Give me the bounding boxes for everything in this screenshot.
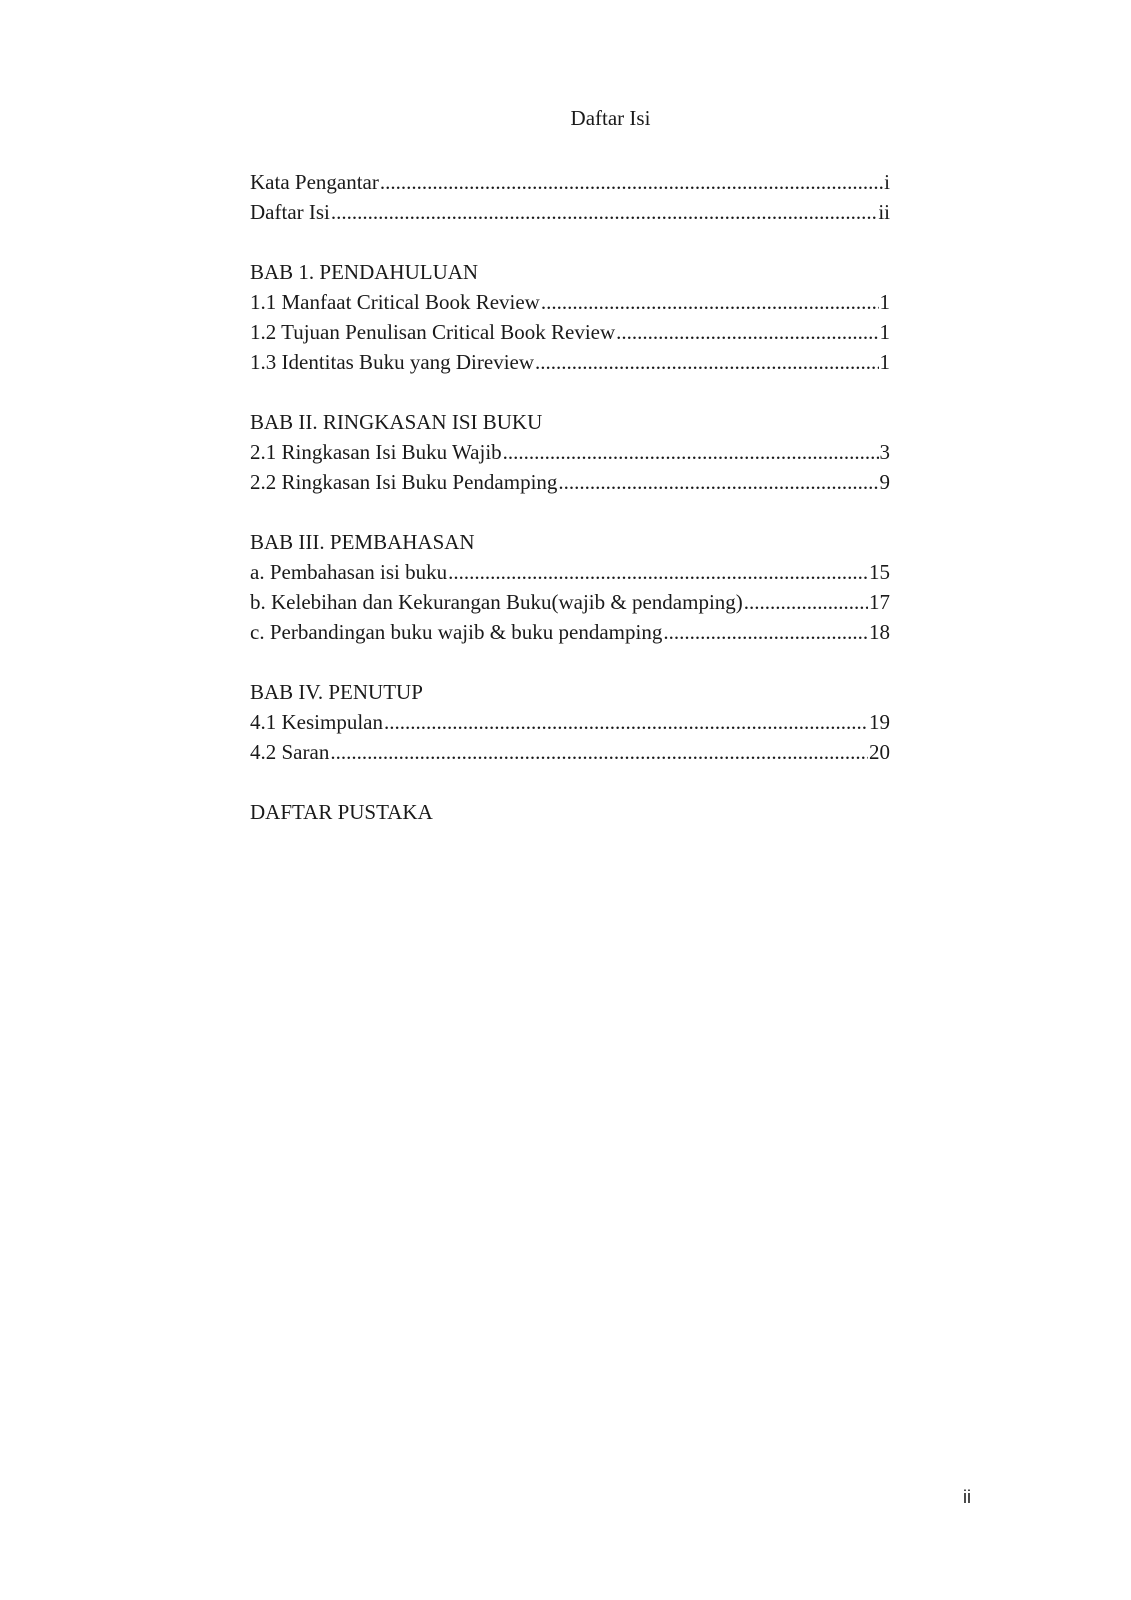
toc-entry-label: 4.2 Saran xyxy=(250,740,330,764)
dot-leader xyxy=(330,737,868,767)
toc-entry-label: c. Perbandingan buku wajib & buku pendamping xyxy=(250,620,663,644)
toc-entry-label: 1.2 Tujuan Penulisan Critical Book Review xyxy=(250,320,616,344)
toc-entry[interactable] xyxy=(250,617,890,647)
toc-front-matter xyxy=(250,167,890,227)
toc-entry-label: Kata Pengantar xyxy=(250,170,379,194)
toc-entry-page: 1 xyxy=(879,350,890,374)
toc-entry-label: 1.1 Manfaat Critical Book Review xyxy=(250,290,540,314)
toc-entry-page: 1 xyxy=(879,290,890,314)
toc-entry-label: 1.3 Identitas Buku yang Direview xyxy=(250,350,535,374)
daftar-pustaka-heading[interactable]: DAFTAR PUSTAKA xyxy=(250,800,433,824)
toc-entry-page: 9 xyxy=(879,470,890,494)
toc-entry[interactable] xyxy=(250,437,890,467)
chapter-heading[interactable]: BAB IV. PENUTUP xyxy=(250,680,423,704)
toc-entry[interactable] xyxy=(250,467,890,497)
toc-entry[interactable] xyxy=(250,707,890,737)
toc-chapter-3 xyxy=(250,527,890,647)
dot-leader xyxy=(384,707,868,737)
toc-entry-page: 3 xyxy=(879,440,890,464)
toc-entry-page: 15 xyxy=(869,560,890,584)
dot-leader xyxy=(535,347,878,377)
page-number: ii xyxy=(963,1487,971,1507)
toc-chapter-2 xyxy=(250,407,890,497)
dot-leader xyxy=(380,167,883,197)
dot-leader xyxy=(331,197,877,227)
toc-entry-kata-pengantar[interactable] xyxy=(250,167,890,197)
toc-entry-page: ii xyxy=(878,200,890,224)
dot-leader xyxy=(744,587,868,617)
toc-chapter-4 xyxy=(250,677,890,767)
toc-entry-daftar-isi[interactable] xyxy=(250,197,890,227)
toc-entry-label: a. Pembahasan isi buku xyxy=(250,560,448,584)
toc-entry[interactable] xyxy=(250,557,890,587)
toc-entry-page: 1 xyxy=(879,320,890,344)
toc-entry[interactable] xyxy=(250,347,890,377)
toc-entry-label: b. Kelebihan dan Kekurangan Buku(wajib & pendamping) xyxy=(250,590,743,614)
toc-closing xyxy=(250,797,890,827)
toc-entry-label: 2.2 Ringkasan Isi Buku Pendamping xyxy=(250,470,558,494)
toc-entry-label: 4.1 Kesimpulan xyxy=(250,710,383,734)
toc-entry[interactable] xyxy=(250,317,890,347)
dot-leader xyxy=(558,467,878,497)
dot-leader xyxy=(663,617,868,647)
toc-entry[interactable] xyxy=(250,587,890,617)
dot-leader xyxy=(541,287,879,317)
dot-leader xyxy=(503,437,879,467)
table-of-contents xyxy=(250,167,890,857)
chapter-heading[interactable]: BAB II. RINGKASAN ISI BUKU xyxy=(250,410,543,434)
toc-entry-page: 18 xyxy=(869,620,890,644)
page-title: Daftar Isi xyxy=(570,106,651,130)
toc-entry-page: 19 xyxy=(869,710,890,734)
toc-entry-page: 20 xyxy=(869,740,890,764)
toc-entry-page: i xyxy=(884,170,890,194)
dot-leader xyxy=(448,557,868,587)
toc-entry-label: Daftar Isi xyxy=(250,200,330,224)
chapter-heading[interactable]: BAB 1. PENDAHULUAN xyxy=(250,260,479,284)
chapter-heading[interactable]: BAB III. PEMBAHASAN xyxy=(250,530,475,554)
toc-entry[interactable] xyxy=(250,287,890,317)
toc-entry-label: 2.1 Ringkasan Isi Buku Wajib xyxy=(250,440,502,464)
dot-leader xyxy=(616,317,878,347)
toc-entry[interactable] xyxy=(250,737,890,767)
toc-entry-page: 17 xyxy=(869,590,890,614)
toc-chapter-1 xyxy=(250,257,890,377)
